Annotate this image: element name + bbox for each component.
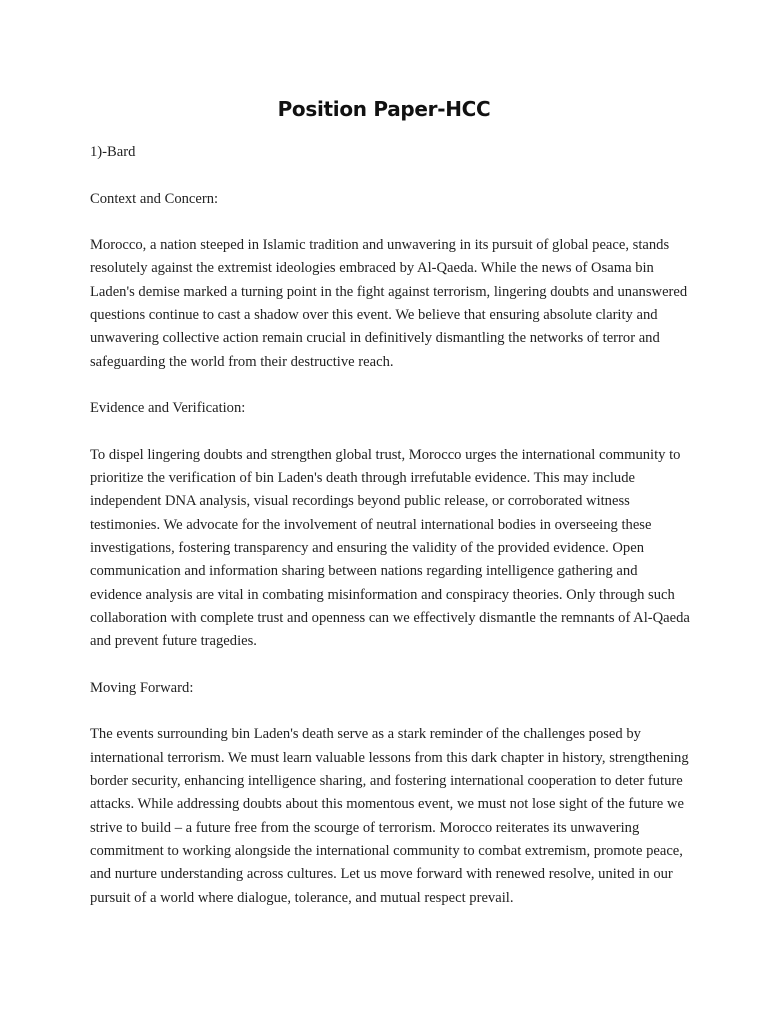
section-paragraph-moving-forward: The events surrounding bin Laden's death serve as a stark reminder of the challenges posed by international terrorism. We must learn valuable lessons from this dark chapter in history, strengthening border security, enhancing intelligence sharing, and fostering international cooperation to deter future attacks. While addressing doubts about this momentous event, we must not lose sight of the future we strive to build – a future free from the scourge of terrorism. Morocco reiterates its unwavering commitment to working alongside the international community to combat extremism, promote peace, and nurture understanding across cultures. Let us move forward with renewed resolve, united in our pursuit of a world where dialogue, tolerance, and mutual respect prevail. — [90, 726, 689, 906]
section-heading-context: Context and Concern: — [90, 190, 219, 207]
section-heading-moving-forward: Moving Forward: — [90, 679, 194, 696]
section-paragraph-context: Morocco, a nation steeped in Islamic tradition and unwavering in its pursuit of global peace, stands resolutely against the extremist ideologies embraced by Al-Qaeda. While the news of Osama bin Laden's demise marked a turning point in the fight against terrorism, lingering doubts and unanswered questions continue to cast a shadow over this event. We believe that ensuring absolute clarity and unwavering collective action remain crucial in definitively dismantling the networks of terror and safeguarding the world from their destructive reach. — [90, 237, 688, 370]
document-title: Position Paper-HCC — [277, 97, 491, 121]
section-heading-evidence: Evidence and Verification: — [90, 400, 246, 417]
document-body — [90, 141, 690, 933]
document-subtitle: 1)-Bard — [90, 144, 136, 160]
section-paragraph-evidence: To dispel lingering doubts and strengthen global trust, Morocco urges the international community to prioritize the verification of bin Laden's death through irrefutable evidence. This may include independent DNA analysis, visual recordings beyond public release, or corroborated witness testimonies. We advocate for the involvement of neutral international bodies in overseeing these investigations, fostering transparency and ensuring the validity of the provided evidence. Open communication and information sharing between nations regarding intelligence gathering and evidence analysis are vital in combating misinformation and conspiracy theories. Only through such collaboration with complete trust and openness can we effectively dismantle the remnants of Al-Qaeda and prevent future tragedies. — [90, 446, 690, 650]
